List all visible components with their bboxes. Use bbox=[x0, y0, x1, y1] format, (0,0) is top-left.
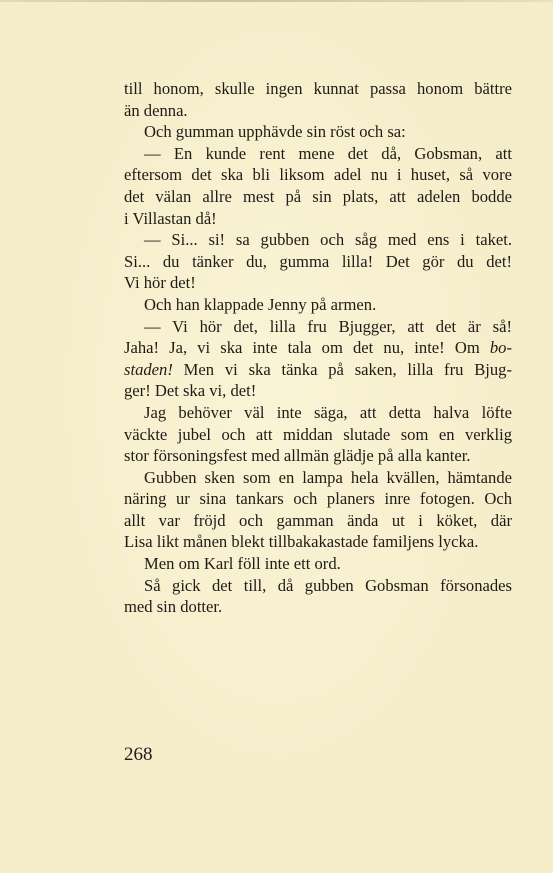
text-line bbox=[124, 445, 512, 467]
text-segment: än denna. bbox=[124, 100, 188, 120]
page-top-edge bbox=[0, 0, 553, 2]
text-line bbox=[124, 208, 512, 230]
text-segment: Lisa likt månen blekt tillbakakastade familjens lycka. bbox=[124, 532, 479, 552]
text-segment: ger! Det ska vi, det! bbox=[124, 381, 257, 401]
text-segment: det välan allre mest på sin plats, att adelen bodde bbox=[124, 186, 512, 206]
text-line bbox=[124, 294, 512, 316]
text-line bbox=[124, 596, 512, 618]
text-line bbox=[124, 337, 512, 359]
text-segment: Vi hör det! bbox=[124, 273, 196, 293]
text-line bbox=[124, 424, 512, 446]
text-line bbox=[124, 251, 512, 273]
text-line bbox=[124, 186, 512, 208]
text-line bbox=[124, 531, 512, 553]
text-segment: stor försoningsfest med allmän glädje på alla kanter. bbox=[124, 446, 471, 466]
text-segment: Si... du tänker du, gumma lilla! Det gör du det! bbox=[124, 251, 512, 271]
text-segment: Men om Karl föll inte ett ord. bbox=[144, 554, 341, 574]
text-line bbox=[124, 359, 512, 381]
text-segment: — Vi hör det, lilla fru Bjugger, att det är så! bbox=[144, 316, 512, 336]
italic-text: staden! bbox=[124, 359, 173, 379]
text-segment: allt var fröjd och gamman ända ut i köket, där bbox=[124, 510, 512, 530]
text-segment: Och gumman upphävde sin röst och sa: bbox=[144, 122, 406, 142]
text-line bbox=[124, 100, 512, 122]
text-segment: Men vi ska tänka på saken, lilla fru Bjug- bbox=[172, 359, 512, 379]
text-line bbox=[124, 164, 512, 186]
text-segment: — En kunde rent mene det då, Gobsman, att bbox=[144, 143, 512, 163]
text-segment: Jaha! Ja, vi ska inte tala om det nu, inte! Om bbox=[124, 338, 490, 358]
text-segment: till honom, skulle ingen kunnat passa honom bättre bbox=[124, 79, 512, 98]
italic-text: bo- bbox=[489, 338, 512, 358]
text-segment: i Villastan då! bbox=[124, 208, 217, 228]
text-segment: näring ur sina tankars och planers inre fotogen. Och bbox=[124, 489, 512, 509]
text-line bbox=[124, 488, 512, 510]
text-line bbox=[124, 575, 512, 597]
page-number: 268 bbox=[124, 744, 153, 765]
text-line bbox=[124, 553, 512, 575]
text-line bbox=[124, 467, 512, 489]
text-line bbox=[124, 121, 512, 143]
text-segment: Och han klappade Jenny på armen. bbox=[144, 294, 377, 314]
text-segment: väckte jubel och att middan slutade som en verklig bbox=[124, 424, 512, 444]
text-line bbox=[124, 272, 512, 294]
text-line bbox=[124, 78, 512, 100]
text-line bbox=[124, 402, 512, 424]
text-segment: Så gick det till, då gubben Gobsman försonades bbox=[144, 575, 512, 595]
text-line bbox=[124, 316, 512, 338]
text-segment: eftersom det ska bli liksom adel nu i huset, så vore bbox=[124, 165, 512, 185]
text-segment: med sin dotter. bbox=[124, 597, 223, 617]
text-segment: — Si... si! sa gubben och såg med ens i taket. bbox=[144, 230, 512, 250]
text-line bbox=[124, 229, 512, 251]
text-line bbox=[124, 380, 512, 402]
text-segment: Gubben sken som en lampa hela kvällen, hämtande bbox=[144, 467, 512, 487]
body-text bbox=[124, 78, 512, 618]
text-line bbox=[124, 510, 512, 532]
text-segment: Jag behöver väl inte säga, att detta halva löfte bbox=[144, 402, 512, 422]
text-line bbox=[124, 143, 512, 165]
